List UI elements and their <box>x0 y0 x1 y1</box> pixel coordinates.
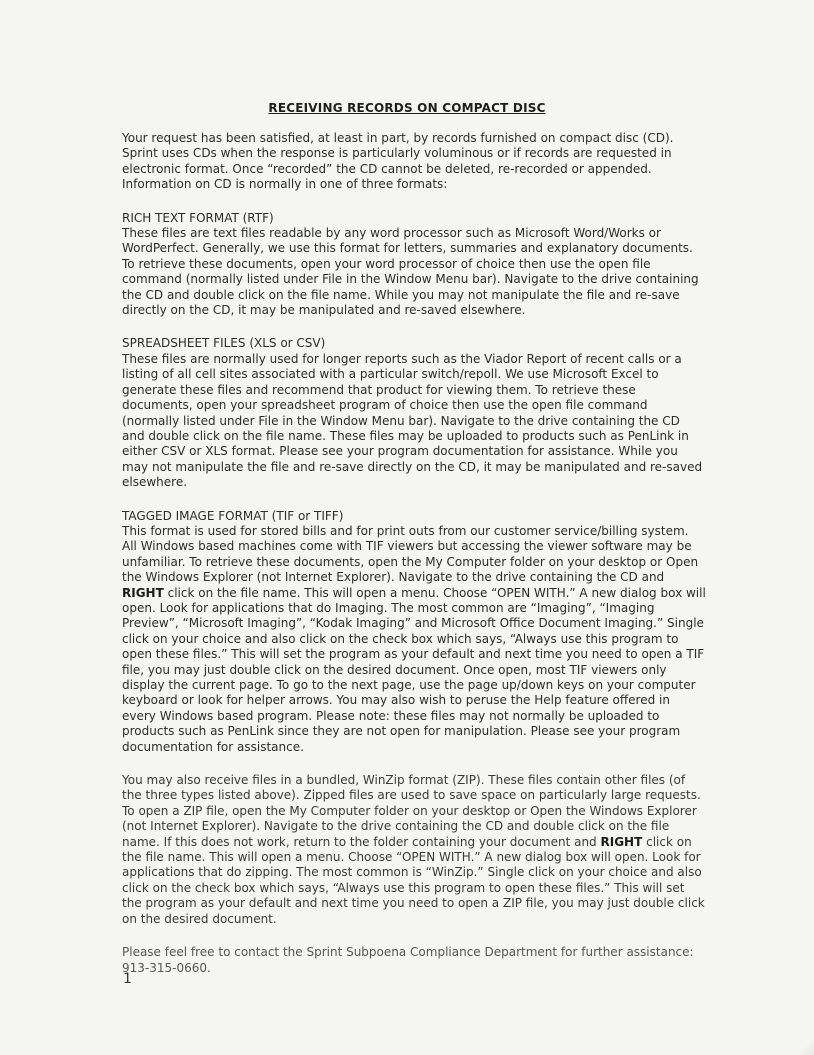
section-rtf <box>122 211 706 319</box>
section-spreadsheet <box>122 336 706 490</box>
tiff-bold-right: RIGHT <box>122 585 164 600</box>
zip-text-after-bold: click on the file name. This will open a menu. Choose “OPEN WITH.” A new dialog box will open. Look for applications that do zipping. The most common is “WinZip.” Single click on your choice and also click on the check box which says, “Always use this program to open these files.” This will set the program as your default and next time you need to open a ZIP file, you may just double click on the desired document. <box>122 834 705 926</box>
section-heading-tiff: TAGGED IMAGE FORMAT (TIF or TIFF) <box>122 508 344 523</box>
tiff-text-before-bold: This format is used for stored bills and for print outs from our customer service/billing system. All Windows based machines come with TIF viewers but accessing the viewer software may be unfamiliar. To retrieve these documents, open the My Computer folder on your desktop or Open the Windows Explorer (not Internet Explorer). Navigate to the drive containing the CD and <box>122 523 699 585</box>
page-corner-shadow <box>792 1033 814 1055</box>
intro-paragraph: Your request has been satisfied, at least in part, by records furnished on compact disc (CD). Sprint uses CDs when the response is particularly voluminous or if records are requested in electronic format. Once “recorded” the CD cannot be deleted, re-recorded or appended. Information on CD is normally in one of three formats: <box>122 131 674 192</box>
tiff-text-after-bold: click on the file name. This will open a menu. Choose “OPEN WITH.” A new dialog box will open. Look for applications that do Imaging. The most common are “Imaging”, “Imaging Preview”, “Microsoft Imaging”, “Kodak Imaging” and Microsoft Office Document Imaging.” Single click on your choice and also click on the check box which says, “Always use this program to open these files.” This will set the program as your default and next time you need to open a TIF file, you may just double click on the desired document. Once open, most TIF viewers only display the current page. To go to the next page, use the page up/down keys on your computer keyboard or look for helper arrows. You may also wish to peruse the Help feature offered in every Windows based program. Please note: these files may not normally be uploaded to products such as PenLink since they are not open for manipulation. Please see your program documentation for assistance. <box>122 585 706 754</box>
page-number: 1 <box>123 971 132 987</box>
section-body-tiff <box>122 524 706 755</box>
section-heading-rtf: RICH TEXT FORMAT (RTF) <box>122 210 274 225</box>
section-body-spreadsheet: These files are normally used for longer reports such as the Viador Report of recent calls or a listing of all cell sites associated with a particular switch/repoll. We use Microsoft Excel to generate these files and recommend that product for viewing them. To retrieve these documents, open your spreadsheet program of choice then use the open file command (normally listed under File in the Window Menu bar). Navigate to the drive containing the CD and double click on the file name. These files may be uploaded to products such as PenLink in either CSV or XLS format. Please see your program documentation for assistance. While you may not manipulate the file and re-save directly on the CD, it may be manipulated and re-saved elsewhere. <box>122 351 703 490</box>
zip-text-before-bold: You may also receive files in a bundled, WinZip format (ZIP). These files contain other files (of the three types listed above). Zipped files are used to save space on particularly large requests. To open a ZIP file, open the My Computer folder on your desktop or Open the Windows Explorer (not Internet Explorer). Navigate to the drive containing the CD and double click on the file name. If this does not work, return to the folder containing your document and <box>122 773 701 849</box>
zip-bold-right: RIGHT <box>600 834 643 849</box>
contact-paragraph: Please feel free to contact the Sprint Subpoena Compliance Department for further assistance: 913-315-0660. <box>122 945 694 975</box>
section-heading-spreadsheet: SPREADSHEET FILES (XLS or CSV) <box>122 336 326 351</box>
document-title: RECEIVING RECORDS ON COMPACT DISC <box>268 101 546 115</box>
zip-paragraph <box>122 773 706 927</box>
document-body <box>122 131 706 994</box>
section-tiff <box>122 509 706 756</box>
section-body-rtf: These files are text files readable by any word processor such as Microsoft Word/Works or WordPerfect. Generally, we use this format for letters, summaries and explanatory documents. To retrieve these documents, open your word processor of choice then use the open file command (normally listed under File in the Window Menu bar). Navigate to the drive containing the CD and double click on the file name. While you may not manipulate the file and re-save directly on the CD, it may be manipulated and re-saved elsewhere. <box>122 226 699 318</box>
